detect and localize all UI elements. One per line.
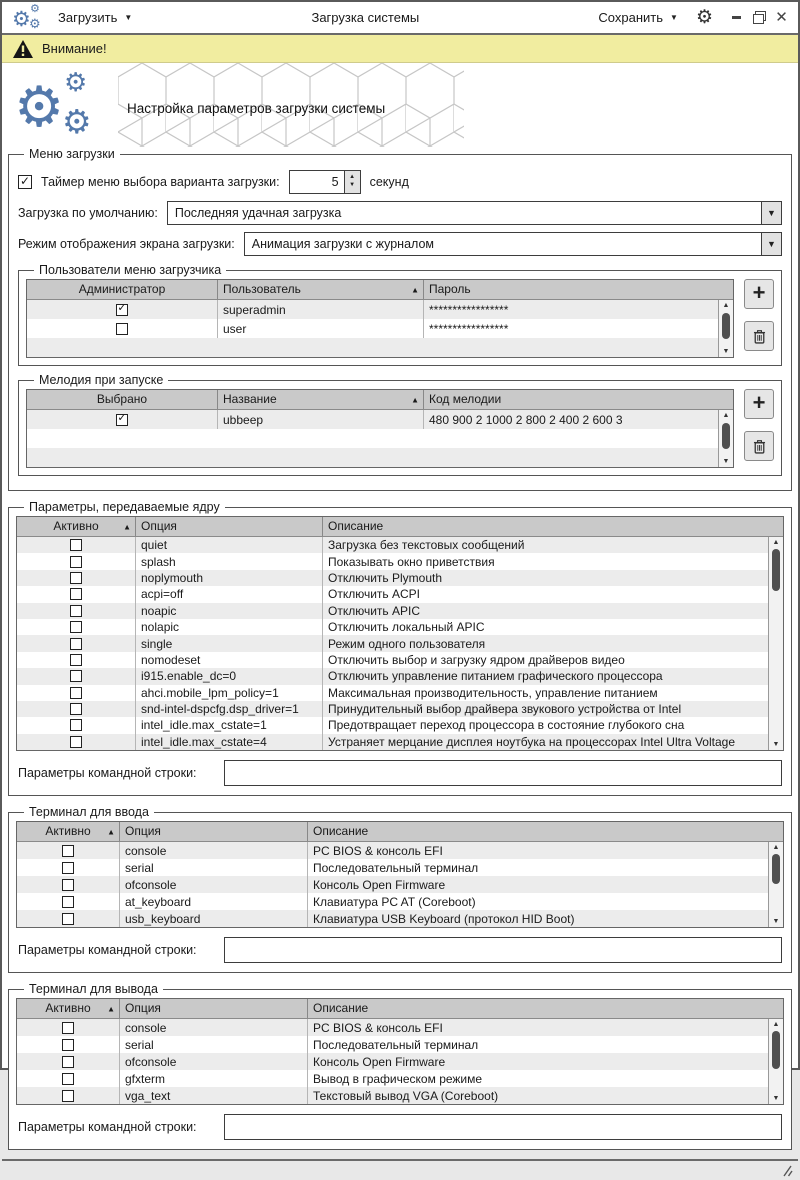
option-cell: single [135, 635, 322, 651]
timer-spinner[interactable] [289, 170, 361, 194]
kernel-table-header [17, 517, 783, 537]
option-cell: nolapic [135, 619, 322, 635]
option-cell: noapic [135, 603, 322, 619]
description-cell: Максимальная производительность, управление питанием [322, 685, 783, 701]
option-cell: gfxterm [119, 1070, 307, 1087]
active-checkbox[interactable] [70, 605, 82, 617]
output-terminal-legend: Терминал для вывода [29, 982, 158, 997]
timer-row [18, 170, 782, 194]
sort-asc-icon: ▲ [107, 827, 115, 837]
output-terminal-header [17, 999, 783, 1019]
option-cell: ofconsole [119, 876, 307, 893]
trash-icon [752, 328, 767, 344]
col-user-label: Пользователь [223, 282, 301, 296]
plus-icon: + [752, 390, 766, 415]
col-description[interactable]: Описание [307, 999, 783, 1018]
sort-asc-icon: ▲ [123, 522, 131, 531]
chevron-down-icon: ▼ [124, 13, 133, 22]
scroll-up-icon[interactable]: ▲ [722, 412, 730, 419]
default-boot-select[interactable] [167, 201, 782, 225]
output-cmdline-input[interactable] [224, 1114, 782, 1140]
input-terminal-row[interactable] [17, 876, 783, 893]
active-checkbox[interactable] [70, 539, 82, 551]
input-terminal-row[interactable] [17, 842, 783, 859]
description-cell: Отключить управление питанием графического процессора [322, 668, 783, 684]
input-terminal-legend: Терминал для ввода [29, 805, 149, 820]
active-checkbox[interactable] [70, 621, 82, 633]
save-menu-button[interactable] [594, 7, 682, 28]
kernel-table-body [17, 537, 783, 750]
option-cell: quiet [135, 537, 322, 553]
banner-title: Настройка параметров загрузки системы [127, 101, 386, 116]
option-cell: nomodeset [135, 652, 322, 668]
scroll-up-icon[interactable]: ▲ [722, 302, 730, 309]
input-terminal-row[interactable] [17, 893, 783, 910]
scrollbar-thumb[interactable] [722, 313, 730, 339]
active-checkbox[interactable] [62, 1090, 74, 1102]
col-active[interactable] [17, 517, 135, 536]
output-terminal-group [8, 982, 792, 1150]
input-terminal-body [17, 842, 783, 927]
kernel-param-row[interactable] [17, 635, 783, 651]
col-active-label: Активно [45, 824, 91, 839]
option-cell: at_keyboard [119, 893, 307, 910]
resize-grip[interactable] [780, 1164, 793, 1177]
kernel-param-row[interactable] [17, 717, 783, 733]
scroll-up-icon[interactable]: ▲ [772, 1021, 780, 1029]
default-boot-label: Загрузка по умолчанию: [18, 206, 158, 220]
description-cell: Клавиатура PC AT (Coreboot) [307, 893, 783, 910]
minimize-button[interactable] [731, 11, 744, 24]
output-cmdline-label: Параметры командной строки: [18, 1120, 197, 1135]
kernel-param-row[interactable] [17, 619, 783, 635]
col-active-label: Активно [45, 1001, 91, 1016]
description-cell: Отключить выбор и загрузку ядром драйверов видео [322, 652, 783, 668]
description-cell: Вывод в графическом режиме [307, 1070, 783, 1087]
add-user-button[interactable] [744, 279, 774, 309]
output-terminal-row[interactable] [17, 1036, 783, 1053]
option-cell: acpi=off [135, 586, 322, 602]
save-menu-label: Сохранить [598, 10, 664, 25]
settings-gear-icon[interactable]: ⚙ [695, 7, 713, 28]
kernel-cmdline-label: Параметры командной строки: [18, 766, 197, 781]
col-option[interactable]: Опция [135, 517, 322, 536]
delete-user-button[interactable] [744, 321, 774, 351]
description-cell: Показывать окно приветствия [322, 553, 783, 569]
option-cell: console [119, 1019, 307, 1036]
description-cell: Последовательный терминал [307, 859, 783, 876]
output-cmdline-row [18, 1114, 782, 1140]
input-terminal-row[interactable] [17, 910, 783, 927]
col-description[interactable]: Описание [322, 517, 783, 536]
user-name-cell: user [217, 319, 423, 338]
description-cell: Устраняет мерцание дисплея ноутбука на процессорах Intel Ultra Voltage [322, 734, 783, 750]
scrollbar-thumb[interactable] [772, 1031, 780, 1069]
input-cmdline-row [18, 937, 782, 963]
active-checkbox[interactable] [70, 654, 82, 666]
melody-group [18, 373, 782, 476]
active-checkbox[interactable] [62, 1022, 74, 1034]
app-logo-gears-icon: ⚙ ⚙ ⚙ [12, 3, 41, 31]
kernel-params-group [8, 500, 792, 796]
melody-table-header [27, 390, 733, 410]
warning-triangle-icon [13, 40, 33, 58]
users-table [26, 279, 734, 358]
option-cell: intel_idle.max_cstate=4 [135, 734, 322, 750]
kernel-param-row[interactable] [17, 668, 783, 684]
trash-icon [752, 438, 767, 454]
input-terminal-header [17, 822, 783, 842]
melody-table-scrollbar[interactable] [718, 410, 733, 467]
option-cell: serial [119, 1036, 307, 1053]
display-mode-select[interactable] [244, 232, 782, 256]
users-table-body [27, 300, 733, 338]
kernel-param-row[interactable] [17, 701, 783, 717]
display-mode-label: Режим отображения экрана загрузки: [18, 237, 235, 251]
sort-asc-icon: ▲ [107, 1004, 115, 1014]
kernel-param-row[interactable] [17, 734, 783, 750]
active-checkbox[interactable] [62, 845, 74, 857]
active-checkbox[interactable] [70, 670, 82, 682]
option-cell: serial [119, 859, 307, 876]
scrollbar-thumb[interactable] [772, 549, 780, 591]
description-cell: Клавиатура USB Keyboard (протокол HID Boot) [307, 910, 783, 927]
input-terminal-table [16, 821, 784, 928]
plus-icon: + [752, 280, 766, 305]
sort-asc-icon: ▲ [411, 395, 419, 404]
empty-row [27, 429, 733, 448]
description-cell: Отключить Plymouth [322, 570, 783, 586]
users-table-header [27, 280, 733, 300]
description-cell: Текстовый вывод VGA (Coreboot) [307, 1087, 783, 1104]
output-terminal-row[interactable] [17, 1087, 783, 1104]
timer-label: Таймер меню выбора варианта загрузки: [41, 175, 280, 189]
col-selected[interactable]: Выбрано [96, 392, 148, 406]
default-boot-value: Последняя удачная загрузка [174, 206, 342, 220]
option-cell: snd-intel-dspcfg.dsp_driver=1 [135, 701, 322, 717]
col-description[interactable]: Описание [307, 822, 783, 841]
description-cell: Режим одного пользователя [322, 635, 783, 651]
spinner-arrows-icon[interactable]: ▲ ▼ [344, 171, 360, 193]
timer-value: 5 [290, 171, 344, 193]
kernel-param-row[interactable] [17, 570, 783, 586]
description-cell: PC BIOS & консоль EFI [307, 842, 783, 859]
banner-gears-icon: ⚙ ⚙ ⚙ [14, 67, 92, 140]
melody-code-cell: 480 900 2 1000 2 800 2 400 2 600 3 [423, 410, 733, 429]
active-checkbox[interactable] [62, 862, 74, 874]
option-cell: console [119, 842, 307, 859]
option-cell: splash [135, 553, 322, 569]
delete-melody-button[interactable] [744, 431, 774, 461]
user-row[interactable] [27, 319, 733, 338]
admin-checkbox[interactable] [116, 323, 128, 335]
active-checkbox[interactable] [70, 687, 82, 699]
toolbar [2, 2, 798, 35]
user-row[interactable] [27, 300, 733, 319]
load-menu-button[interactable] [54, 7, 136, 28]
description-cell: Консоль Open Firmware [307, 1053, 783, 1070]
active-checkbox[interactable] [62, 1039, 74, 1051]
main-content [2, 147, 798, 1159]
kernel-cmdline-input[interactable] [224, 760, 782, 786]
active-checkbox[interactable] [70, 736, 82, 748]
active-checkbox[interactable] [70, 588, 82, 600]
col-name[interactable] [217, 390, 423, 409]
kernel-param-row[interactable] [17, 537, 783, 553]
default-boot-row [18, 201, 782, 225]
admin-checkbox[interactable] [116, 304, 128, 316]
window-title: Загрузка системы [311, 10, 420, 25]
close-button[interactable]: ✕ [775, 9, 788, 26]
password-cell: ***************** [423, 319, 733, 338]
col-option[interactable]: Опция [119, 999, 307, 1018]
kernel-param-row[interactable] [17, 553, 783, 569]
chevron-down-icon: ▼ [670, 13, 678, 22]
empty-row [27, 448, 733, 467]
status-bar [2, 1159, 798, 1180]
col-admin[interactable]: Администратор [78, 282, 166, 296]
col-password[interactable]: Пароль [423, 280, 733, 299]
boot-menu-group [8, 147, 792, 491]
input-terminal-row[interactable] [17, 859, 783, 876]
scroll-up-icon[interactable]: ▲ [772, 539, 780, 546]
col-option[interactable]: Опция [119, 822, 307, 841]
col-melody-code[interactable]: Код мелодии [423, 390, 733, 409]
window-controls [731, 11, 788, 24]
boot-menu-legend: Меню загрузки [29, 147, 115, 161]
load-menu-label: Загрузить [58, 10, 118, 25]
user-name-cell: superadmin [217, 300, 423, 319]
boot-users-group [18, 263, 782, 366]
melody-row[interactable] [27, 410, 733, 429]
col-user[interactable] [217, 280, 423, 299]
melody-table-body [27, 410, 733, 429]
input-cmdline-input[interactable] [224, 937, 782, 963]
active-checkbox[interactable] [62, 879, 74, 891]
melody-table [26, 389, 734, 468]
melody-name-cell: ubbeep [217, 410, 423, 429]
active-checkbox[interactable] [70, 703, 82, 715]
input-terminal-group [8, 805, 792, 973]
active-checkbox[interactable] [70, 572, 82, 584]
description-cell: Принудительный выбор драйвера звукового устройства от Intel [322, 701, 783, 717]
kernel-params-legend: Параметры, передаваемые ядру [29, 500, 220, 514]
option-cell: usb_keyboard [119, 910, 307, 927]
option-cell: ahci.mobile_lpm_policy=1 [135, 685, 322, 701]
option-cell: i915.enable_dc=0 [135, 668, 322, 684]
empty-row [27, 338, 733, 357]
kernel-params-table [16, 516, 784, 751]
option-cell: vga_text [119, 1087, 307, 1104]
active-checkbox[interactable] [62, 1056, 74, 1068]
dropdown-arrow-icon[interactable]: ▼ [761, 202, 781, 224]
option-cell: intel_idle.max_cstate=1 [135, 717, 322, 733]
scroll-down-icon[interactable]: ▼ [722, 458, 730, 465]
output-terminal-row[interactable] [17, 1070, 783, 1087]
scroll-up-icon[interactable]: ▲ [772, 844, 780, 852]
kernel-param-row[interactable] [17, 586, 783, 602]
scrollbar-thumb[interactable] [722, 423, 730, 449]
sort-asc-icon: ▲ [411, 285, 419, 294]
timer-checkbox[interactable] [18, 175, 32, 189]
active-checkbox[interactable] [62, 896, 74, 908]
display-mode-value: Анимация загрузки с журналом [251, 237, 435, 251]
description-cell: Загрузка без текстовых сообщений [322, 537, 783, 553]
output-terminal-row[interactable] [17, 1019, 783, 1036]
option-cell: ofconsole [119, 1053, 307, 1070]
description-cell: PC BIOS & консоль EFI [307, 1019, 783, 1036]
users-table-scrollbar[interactable] [718, 300, 733, 357]
description-cell: Последовательный терминал [307, 1036, 783, 1053]
output-terminal-body [17, 1019, 783, 1104]
active-checkbox[interactable] [62, 1073, 74, 1085]
kernel-cmdline-row [18, 760, 782, 786]
timer-unit: секунд [369, 175, 409, 189]
col-name-label: Название [223, 392, 277, 406]
output-terminal-table [16, 998, 784, 1105]
display-mode-row [18, 232, 782, 256]
description-cell: Отключить APIC [322, 603, 783, 619]
boot-users-legend: Пользователи меню загрузчика [39, 263, 222, 277]
active-checkbox[interactable] [70, 556, 82, 568]
description-cell: Предотвращает переход процессора в состояние глубокого сна [322, 717, 783, 733]
input-cmdline-label: Параметры командной строки: [18, 943, 197, 958]
kernel-param-row[interactable] [17, 652, 783, 668]
warning-bar [2, 35, 798, 63]
scroll-down-icon[interactable]: ▼ [772, 741, 780, 749]
scroll-down-icon[interactable]: ▼ [772, 918, 780, 926]
output-terminal-row[interactable] [17, 1053, 783, 1070]
description-cell: Отключить ACPI [322, 586, 783, 602]
option-cell: noplymouth [135, 570, 322, 586]
melody-checkbox[interactable] [116, 414, 128, 426]
kernel-param-row[interactable] [17, 685, 783, 701]
scroll-down-icon[interactable]: ▼ [722, 348, 730, 355]
melody-legend: Мелодия при запуске [39, 373, 164, 387]
description-cell: Отключить локальный APIC [322, 619, 783, 635]
col-active-label: Активно [53, 519, 99, 533]
description-cell: Консоль Open Firmware [307, 876, 783, 893]
input-terminal-scrollbar[interactable] [768, 842, 783, 927]
active-checkbox[interactable] [70, 719, 82, 731]
scrollbar-thumb[interactable] [772, 854, 780, 884]
add-melody-button[interactable] [744, 389, 774, 419]
kernel-param-row[interactable] [17, 603, 783, 619]
dropdown-arrow-icon[interactable]: ▼ [761, 233, 781, 255]
active-checkbox[interactable] [62, 913, 74, 925]
col-active[interactable] [17, 999, 119, 1018]
password-cell: ***************** [423, 300, 733, 319]
banner [2, 63, 798, 147]
scroll-down-icon[interactable]: ▼ [772, 1095, 780, 1103]
col-active[interactable] [17, 822, 119, 841]
output-terminal-scrollbar[interactable] [768, 1019, 783, 1104]
active-checkbox[interactable] [70, 638, 82, 650]
warning-text: Внимание! [42, 41, 107, 56]
kernel-table-scrollbar[interactable] [768, 537, 783, 750]
maximize-button[interactable] [753, 11, 766, 24]
